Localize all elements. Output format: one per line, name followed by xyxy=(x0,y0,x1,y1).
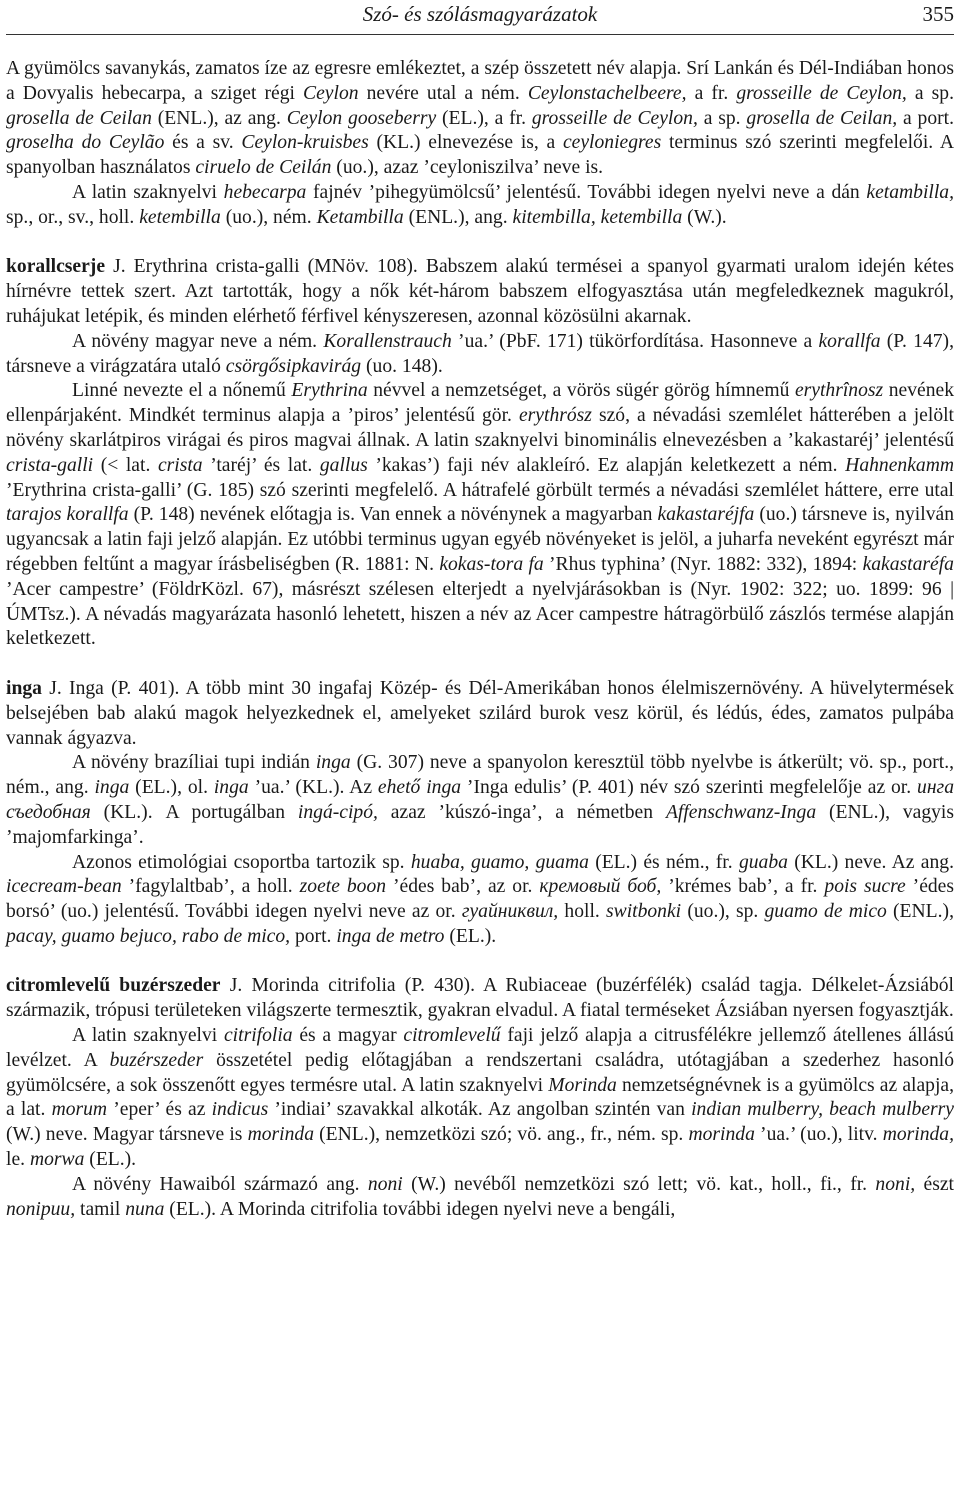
italic-term: erythrósz xyxy=(518,405,592,427)
text-run: (uo. 148). xyxy=(361,355,443,377)
text-run: A növény Hawaiból származó ang. xyxy=(72,1173,368,1195)
italic-term: tarajos korallfa xyxy=(6,504,129,526)
italic-term: kitembilla, ketembilla xyxy=(512,206,683,228)
text-run: (< lat. xyxy=(93,454,158,476)
text-run: (ENL.), vagyis ’majomfarkinga’. xyxy=(6,801,955,848)
italic-term: kakastaréfa xyxy=(862,553,954,575)
entry-lead-paragraph xyxy=(6,974,954,1024)
text-run: ’indiai’ szavakkal alkoták. Az angolban szintén van xyxy=(268,1099,692,1121)
entry-paragraph xyxy=(6,1173,954,1223)
text-run: ’ua.’ (uo.), litv. xyxy=(754,1124,883,1146)
text-run: ’krémes bab’, a fr. xyxy=(661,876,825,898)
italic-term: morwa xyxy=(29,1149,85,1171)
italic-term: huaba, guamo, guama xyxy=(410,851,589,873)
italic-term: Morinda xyxy=(548,1074,617,1096)
italic-term: noni, xyxy=(875,1173,916,1195)
italic-term: morinda xyxy=(688,1124,755,1146)
italic-term: ciruelo de Ceilán xyxy=(195,157,332,179)
italic-term: morum xyxy=(51,1099,108,1121)
text-run: (W.) neve. Magyar társneve is xyxy=(6,1124,248,1146)
entry-paragraph xyxy=(6,851,954,950)
italic-term: Ketambilla xyxy=(316,206,404,228)
text-run: nevének ellenpárjaként. Mindkét terminus alapja a ’piros’ jelentésű gör. xyxy=(6,380,954,427)
text-run: és a magyar xyxy=(292,1025,404,1047)
italic-term: Ceylonstachelbeere, xyxy=(527,82,687,104)
italic-term: morinda xyxy=(247,1124,314,1146)
dictionary-entry xyxy=(6,255,954,652)
text-run: (EL.) és ném., fr. xyxy=(588,851,739,873)
text-run: névvel a nemzetséget, a vörös sügér görög hímnemű xyxy=(367,380,795,402)
dictionary-entry xyxy=(6,974,954,1222)
text-run: A növény magyar neve a ném. xyxy=(72,330,324,352)
italic-term: Affenschwanz-Inga xyxy=(665,801,817,823)
running-header xyxy=(6,0,954,35)
italic-term: noni xyxy=(367,1173,403,1195)
text-run: (P. 147), társneve a virágzatára utaló xyxy=(6,330,954,377)
page-number: 355 xyxy=(922,2,954,26)
italic-term: Ceylon gooseberry xyxy=(286,107,437,129)
text-run: (uo.), ném. xyxy=(220,206,317,228)
italic-term: switbonki xyxy=(606,901,682,923)
italic-term: pois sucre xyxy=(824,876,906,898)
text-run: ’kakas’) faji név alakleíró. Ez alapján keletkezett a ném. xyxy=(367,454,846,476)
text-run: (EL.), ol. xyxy=(129,777,214,799)
text-run: ’fagylaltbab’, a holl. xyxy=(121,876,300,898)
text-run: (EL.). xyxy=(444,925,497,947)
text-run: faji jelző alapja a citrusfélékre jellemző átellenes állású levélzet. A xyxy=(6,1025,954,1071)
text-run: (G. 307) neve a spanyolon keresztül több nyelvbe is átkerült; vö. sp., port., ném., ang. xyxy=(6,752,955,799)
text-run: ’Acer campestre’ (FöldrKözl. 67), másrészt szélesen elterjedt a nyelvjárásokban is (Nyr. 1902: 322; uo. 1899: 96 | ÚMTsz.). A névadás magyarázata hasonló lehetett, hiszen a név az Acer campestre hátragörbülő zászlós termése alapján keletkezett. xyxy=(6,578,954,650)
text-run: azaz ’kúszó-inga’, a németben xyxy=(377,801,666,823)
text-run: (EL.), a fr. xyxy=(436,107,532,129)
italic-term: инга съедобная xyxy=(6,777,954,823)
italic-term: gallus xyxy=(319,454,368,476)
text-run: ’ua.’ (PbF. 171) tükörfordítása. Hasonneve a xyxy=(451,330,819,352)
text-run: a port. xyxy=(897,107,954,129)
text-run: ’taréj’ és lat. xyxy=(202,454,320,476)
text-run: ’Inga edulis’ (P. 401) név szó szerinti megfelelője az or. xyxy=(461,777,918,799)
italic-term: Korallenstrauch xyxy=(323,330,452,352)
text-run: észt xyxy=(915,1173,954,1195)
entry-lead-paragraph xyxy=(6,255,954,329)
italic-term: nuna xyxy=(125,1198,165,1220)
entry-paragraph xyxy=(6,330,954,380)
italic-term: icecream-bean xyxy=(6,876,122,898)
headword: korallcserje xyxy=(6,256,106,278)
italic-term: crista-galli xyxy=(6,454,94,476)
text-run: A latin szaknyelvi xyxy=(72,1025,224,1047)
text-run: fajnév ’pihegyümölcsű’ jelentésű. További idegen nyelvi neve a dán xyxy=(306,181,867,203)
text-run: Azonos etimológiai csoportba tartozik sp. xyxy=(72,851,411,873)
italic-term: guamo de mico xyxy=(764,901,887,923)
text-run: és a sv. xyxy=(164,132,242,154)
italic-term: groselha do Ceylão xyxy=(6,132,165,154)
italic-term: Ceylon xyxy=(303,82,359,104)
text-run: J. Inga (P. 401). A több mint 30 ingafaj Közép- és Dél-Amerikában honos élelmiszernövény. A hüvelytermések belsejében bab alakú magok helyezkednek el, amelyeket szilárd burok vesz körül, és lédús, édes, zamatos pulpába vannak ágyazva. xyxy=(6,677,954,749)
text-run: J. Morinda citrifolia (P. 430). A Rubiaceae (buzérfélék) család tagja. Délkelet-Ázsiából származik, trópusi területeken világszerte termesztik, gyakran elvadul. A fiatal terméseket Ázsiában nyersen fogyasztják. xyxy=(6,975,955,1022)
italic-term: citrifolia xyxy=(223,1025,293,1047)
entry-paragraph xyxy=(6,751,954,850)
italic-term: zoete boon xyxy=(299,876,387,898)
italic-term: ketembilla xyxy=(139,206,221,228)
italic-term: grosseille de Ceylon, xyxy=(736,82,907,104)
italic-term: inga xyxy=(94,777,130,799)
text-run: (ENL.), ang. xyxy=(403,206,513,228)
text-run: ’Erythrina crista-galli’ (G. 185) szó szerinti megfelelő. A hátrafelé görbült termés a névadási szemlélet háttere, erre utal xyxy=(6,479,954,501)
body-text xyxy=(6,57,954,1222)
text-run: (P. 148) nevének előtagja is. Van ennek a növénynek a magyarban xyxy=(128,504,658,526)
dictionary-entry xyxy=(6,677,954,950)
italic-term: erythrînosz xyxy=(794,380,884,402)
italic-term: morinda, xyxy=(882,1124,954,1146)
text-run: (uo.), azaz ’ceyloniszilva’ neve is. xyxy=(331,157,604,179)
text-run: (uo.) társneve is, nyilván ugyancsak a latin faji jelző alapján. Ez utóbbi terminus ugyan egyéb növényeket is jelöl, a juharfa neveként egyrészt már régebben feltűnt a magyar írásbeliségben (R. 1881: N. xyxy=(6,504,954,575)
running-title: Szó- és szólásmagyarázatok xyxy=(362,2,598,26)
text-run: (KL.) neve. Az ang. xyxy=(787,851,954,873)
text-run: sp., or., sv., holl. xyxy=(6,206,140,228)
text-run: a sp. xyxy=(697,107,747,129)
text-run: (uo.), sp. xyxy=(681,901,765,923)
italic-term: ceyloniegres xyxy=(562,132,662,154)
text-run: szó, a névadási szemlélet hátterében a jelölt növény skarlátpiros virágai és piros magvai állnak. A latin szaknyelvi binominális elnevezésben a ’kakastaréj’ jelentésű xyxy=(6,405,954,451)
italic-term: inga xyxy=(213,777,249,799)
text-run: ’édes borsó’ (uo.) jelentésű. További idegen nyelvi neve az or. xyxy=(6,876,955,923)
italic-term: ketambilla, xyxy=(866,181,954,203)
text-run: A növény brazíliai tupi indián xyxy=(72,752,316,774)
text-run: ’eper’ és az xyxy=(107,1099,212,1121)
italic-term: гуайниквил, xyxy=(461,901,559,923)
italic-term: grosseille de Ceylon, xyxy=(531,107,698,129)
italic-term: Ceylon-kruisbes xyxy=(241,132,369,154)
italic-term: Erythrina xyxy=(291,380,368,402)
text-run: (ENL.), xyxy=(886,901,954,923)
italic-term: korallfa xyxy=(818,330,881,352)
italic-term: nonipuu, xyxy=(6,1198,76,1220)
italic-term: Hahnenkamm xyxy=(845,454,954,476)
italic-term: kokas-tora fa xyxy=(439,553,544,575)
italic-term: ehető inga xyxy=(377,777,462,799)
italic-term: indicus xyxy=(211,1099,269,1121)
entry-paragraph xyxy=(6,1024,954,1173)
italic-term: grosella de Ceilan, xyxy=(746,107,898,129)
italic-term: kakastaréjfa xyxy=(657,504,755,526)
italic-term: grosella de Ceilan xyxy=(6,107,152,129)
text-run: A gyümölcs savanykás, zamatos íze az egresre emlékeztet, a szép összetett név alapja. Srí Lankán és Dél-Indiában honos a Dovyalis hebecarpa, a sziget régi xyxy=(6,58,954,104)
text-run: J. Erythrina crista-galli (MNöv. 108). Babszem alakú termései a spanyol gyarmati uralom idején kétes hírnévre tettek szert. Azt tartották, hogy a nők két-három babszem elfogyasztása után megfeledkeznek magukról, ruhájukat letépik, és minden elérhető férfivel kényszeresen, azonnal közösülni akarnak. xyxy=(6,256,954,327)
text-run: (ENL.), az ang. xyxy=(151,107,287,129)
text-run: tamil xyxy=(75,1198,126,1220)
text-run: nemzetségnévnek is a gyümölcs az alapja, a lat. xyxy=(6,1074,954,1121)
italic-term: csörgősipkavirág xyxy=(225,355,362,377)
text-run: (W.) nevéből nemzetközi szó lett; vö. kat., holl., fi., fr. xyxy=(402,1173,876,1195)
text-run: port. xyxy=(290,925,337,947)
text-run: A latin szaknyelvi xyxy=(72,181,224,203)
text-run: (EL.). A Morinda citrifolia további idegen nyelvi neve a bengáli, xyxy=(164,1198,676,1220)
text-run: a fr. xyxy=(686,82,737,104)
text-run: (KL.) elnevezése is, a xyxy=(368,132,563,154)
text-run: (KL.). A portugálban xyxy=(90,801,298,823)
italic-term: кремовый боб, xyxy=(539,876,662,898)
dictionary-entry xyxy=(6,57,954,231)
headword: citromlevelű buzérszeder xyxy=(6,975,221,997)
italic-term: ingá-cipó, xyxy=(297,801,378,823)
italic-term: inga xyxy=(315,752,351,774)
italic-term: guaba xyxy=(738,851,788,873)
text-run: összetétel pedig előtagjában a rendszertani családra, utótagjában a szederhez hasonló gyümölcsére, a sok összenőtt egyes termésre utal. A latin szaknyelvi xyxy=(6,1049,954,1096)
text-run: terminus szó szerinti megfelelői. A spanyolban használatos xyxy=(6,132,954,179)
text-run: (ENL.), nemzetközi szó; vö. ang., fr., ném. sp. xyxy=(314,1124,689,1146)
text-run: a sp. xyxy=(906,82,955,104)
entry-paragraph xyxy=(6,181,954,231)
italic-term: crista xyxy=(157,454,203,476)
headword: inga xyxy=(6,677,42,699)
italic-term: pacay, guamo bejuco, rabo de mico, xyxy=(6,925,291,947)
italic-term: citromlevelű xyxy=(403,1025,501,1047)
italic-term: hebecarpa xyxy=(223,181,307,203)
text-run: (W.). xyxy=(682,206,727,228)
italic-term: inga de metro xyxy=(336,925,445,947)
entry-lead-paragraph xyxy=(6,677,954,751)
entry-paragraph xyxy=(6,379,954,652)
text-run: ’ua.’ (KL.). Az xyxy=(248,777,378,799)
italic-term: indian mulberry, beach mulberry xyxy=(691,1099,954,1121)
text-run: (EL.). xyxy=(84,1149,137,1171)
text-run: Linné nevezte el a nőnemű xyxy=(72,380,292,402)
text-run: le. xyxy=(6,1149,30,1171)
entry-lead-paragraph xyxy=(6,57,954,181)
italic-term: buzérszeder xyxy=(109,1049,204,1071)
text-run: ’édes bab’, az or. xyxy=(386,876,540,898)
text-run: nevére utal a ném. xyxy=(358,82,528,104)
text-run: holl. xyxy=(558,901,606,923)
text-run: ’Rhus typhina’ (Nyr. 1882: 332), 1894: xyxy=(543,553,863,575)
